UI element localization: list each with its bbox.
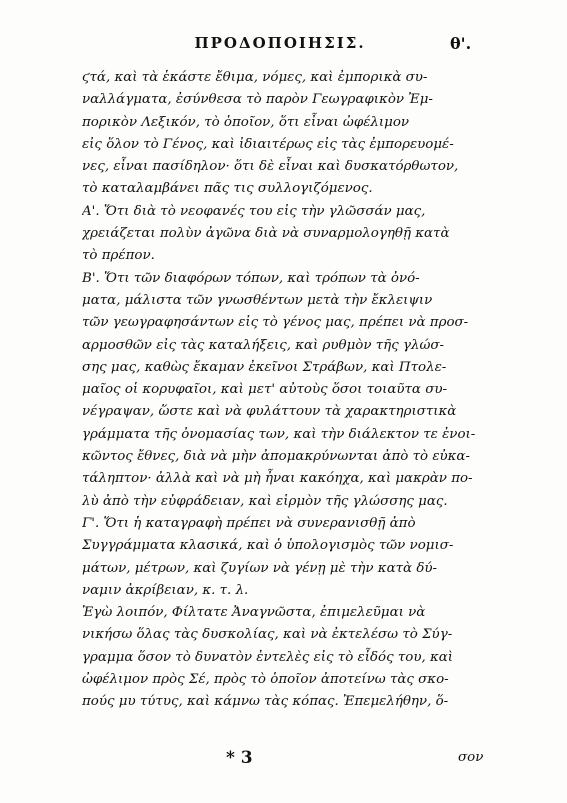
text-line: μαῖος οἱ κορυφαῖοι, καὶ μετ' αὐτοὺς ὅσοι τοιαῦτα συ- bbox=[82, 382, 448, 398]
text-line: νες, εἶναι πασίδηλον· ὅτι δὲ εἶναι καὶ δυσκατόρθωτον, bbox=[82, 159, 459, 175]
text-line: πορικὸν Λεξικόν, τὸ ὁποῖον, ὅτι εἶναι ὠφέλιμον bbox=[82, 114, 410, 130]
text-line: πούς μυ τύτυς, καὶ κάμνω τὰς κόπας. Ἐπεμελήθην, ὅ- bbox=[82, 694, 449, 710]
text-line: κῶντος ἔθνες, διὰ νὰ μὴν ἀπομακρύνωνται ἀπὸ τὸ εὐκα- bbox=[82, 449, 470, 465]
text-line: μάτων, μέτρων, καὶ ζυγίων νὰ γένῃ μὲ τὴν κατὰ δύ- bbox=[82, 560, 438, 576]
text-line: Ἐγὼ λοιπόν, Φίλτατε Ἀναγνῶστα, ἐπιμελεῦμαι νὰ bbox=[82, 605, 426, 621]
text-line: Α'. Ὅτι διὰ τὸ νεοφανές του εἰς τὴν γλῶσσάν μας, bbox=[82, 203, 426, 219]
text-line: γραμμα ὅσον τὸ δυνατὸν ἐντελὲς εἰς τὸ εἶδός του, καὶ bbox=[82, 649, 454, 665]
text-line: τάληπτον· ἀλλὰ καὶ νὰ μὴ ἦναι κακόηχα, καὶ μακρὰν πο- bbox=[82, 471, 473, 487]
text-line: σης μας, καθὼς ἔκαμαν ἐκεῖνοι Στράβων, καὶ Πτολε- bbox=[82, 359, 447, 375]
text-line: τῶν γεωγραφησάντων εἰς τὸ γένος μας, πρέπει νὰ προσ- bbox=[82, 315, 469, 331]
body-text bbox=[82, 67, 492, 714]
text-line: νέγραψαν, ὥστε καὶ νὰ φυλάττουν τὰ χαρακτηριστικὰ bbox=[82, 404, 457, 420]
text-line: Β'. Ὅτι τῶν διαφόρων τόπων, καὶ τρόπων τὰ ὀνό- bbox=[82, 270, 420, 286]
text-line: ναλλάγματα, ἐσύνθεσα τὸ παρὸν Γεωγραφικὸν Ἐμ- bbox=[82, 92, 433, 108]
text-line: λὺ ἀπὸ τὴν εὐφράδειαν, καὶ εἱρμὸν τῆς γλώσσης μας. bbox=[82, 493, 448, 509]
text-line: τὸ καταλαμβάνει πᾶς τις συλλογιζόμενος. bbox=[82, 181, 373, 197]
text-line: νικήσω ὅλας τὰς δυσκολίας, καὶ νὰ ἐκτελέσω τὸ Σύγ- bbox=[82, 627, 453, 643]
text-line: ὠφέλιμον πρὸς Σέ, πρὸς τὸ ὁποῖον ἀποτείνω τὰς σκο- bbox=[82, 672, 449, 688]
text-line: ναμιν ἀκρίβειαν, κ. τ. λ. bbox=[82, 582, 249, 598]
page-number: θ'. bbox=[450, 34, 472, 53]
page-footer bbox=[0, 748, 567, 772]
signature-mark: * 3 bbox=[226, 748, 253, 768]
running-head bbox=[0, 34, 567, 56]
text-line: ματα, μάλιστα τῶν γνωσθέντων μετὰ τὴν ἔκλειψιν bbox=[82, 292, 433, 308]
text-line: Συγγράμματα κλασικά, καὶ ὁ ὑπολογισμὸς τῶν νομισ- bbox=[82, 538, 454, 554]
catchword: σον bbox=[458, 750, 484, 765]
text-line: Γ'. Ὅτι ἡ καταγραφὴ πρέπει νὰ συνερανισθῇ ἀπὸ bbox=[82, 515, 416, 531]
text-line: αρμοσθῶν εἰς τὰς καταλήξεις, καὶ ρυθμὸν τῆς γλώσ- bbox=[82, 337, 445, 353]
text-line: γράμματα τῆς ὀνομασίας των, καὶ τὴν διάλεκτον τε ἐνοι- bbox=[82, 426, 476, 442]
running-title: ΠΡΟΔΟΠΟΙΗΣΙΣ. bbox=[194, 34, 366, 52]
text-line: χρειάζεται πολὺν ἀγῶνα διὰ νὰ συναρμολογηθῇ κατὰ bbox=[82, 226, 450, 242]
text-line: ϛτά, καὶ τὰ ἑκάστε ἔθιμα, νόμες, καὶ ἐμπορικὰ συ- bbox=[82, 70, 428, 85]
text-line: εἰς ὅλον τὸ Γένος, καὶ ἰδιαιτέρως εἰς τὰς ἐμπορευομέ- bbox=[82, 136, 454, 152]
text-line: τὸ πρέπον. bbox=[82, 248, 155, 264]
